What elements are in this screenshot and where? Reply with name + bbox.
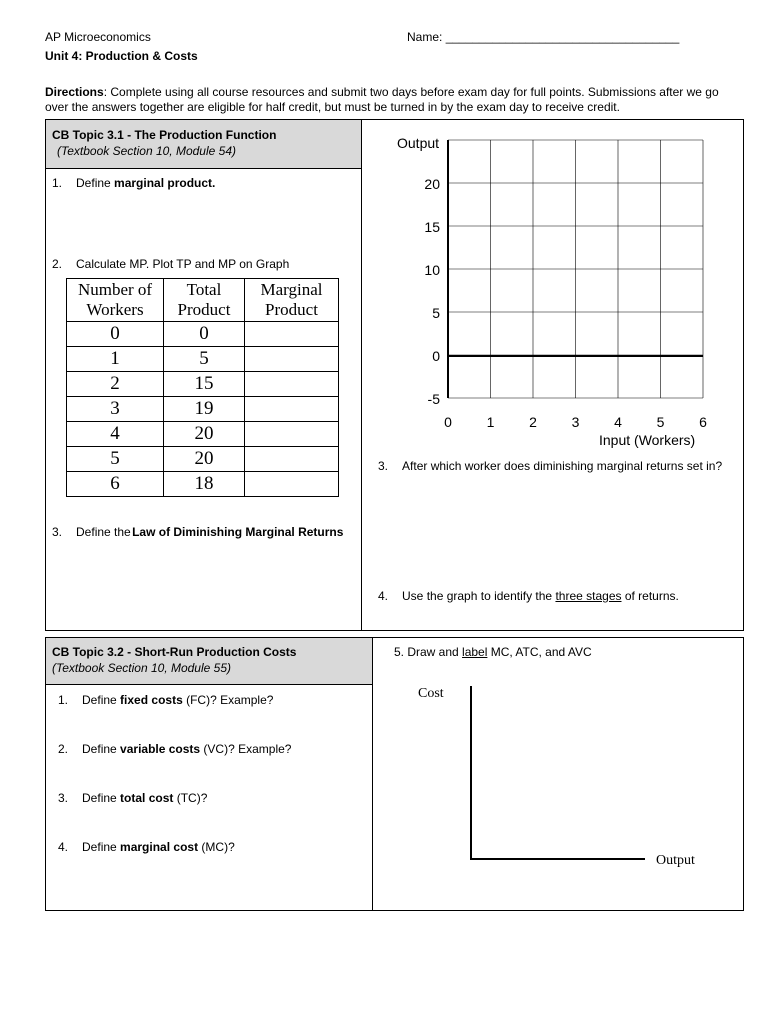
name-line: ___________________________________ bbox=[445, 30, 680, 44]
x-tick-label: 4 bbox=[614, 414, 622, 430]
x-tick-label: 3 bbox=[571, 414, 580, 430]
x-tick-label: 6 bbox=[699, 414, 707, 430]
cell-workers: 1 bbox=[67, 347, 164, 372]
s1-question-2: 2. Calculate MP. Plot TP and MP on Graph bbox=[52, 257, 290, 271]
cell-workers: 6 bbox=[67, 472, 164, 497]
s2-question-1: 1. Define fixed costs (FC)? Example? bbox=[58, 693, 274, 707]
graph-y-label: Output bbox=[397, 135, 440, 151]
table-row bbox=[67, 397, 339, 422]
cell-workers: 0 bbox=[67, 322, 164, 347]
cell-total-product: 0 bbox=[164, 322, 245, 347]
cost-graph-y-label: Cost bbox=[418, 686, 444, 701]
cell-marginal-product[interactable] bbox=[245, 322, 339, 347]
x-tick-label: 2 bbox=[529, 414, 537, 430]
cell-marginal-product[interactable] bbox=[245, 422, 339, 447]
cell-marginal-product[interactable] bbox=[245, 372, 339, 397]
directions-label: Directions bbox=[45, 85, 104, 99]
name-field[interactable] bbox=[407, 30, 679, 44]
cell-marginal-product[interactable] bbox=[245, 472, 339, 497]
section1-subtitle: (Textbook Section 10, Module 54) bbox=[57, 144, 236, 158]
section2-divider bbox=[372, 637, 373, 911]
cell-total-product: 5 bbox=[164, 347, 245, 372]
s1-question-3: 3. Define the Law of Diminishing Marginal Returns bbox=[52, 525, 344, 539]
s2-question-2: 2. Define variable costs (VC)? Example? bbox=[58, 742, 292, 756]
cell-marginal-product[interactable] bbox=[245, 397, 339, 422]
cell-workers: 4 bbox=[67, 422, 164, 447]
cell-total-product: 20 bbox=[164, 422, 245, 447]
cell-total-product: 18 bbox=[164, 472, 245, 497]
y-tick-label: -5 bbox=[427, 391, 440, 407]
s2-question-5: 5. Draw and label MC, ATC, and AVC bbox=[394, 645, 592, 659]
course-title: AP Microeconomics bbox=[45, 30, 151, 44]
table-row bbox=[67, 322, 339, 347]
production-table bbox=[66, 278, 339, 497]
cell-total-product: 15 bbox=[164, 372, 245, 397]
graph-x-label: Input (Workers) bbox=[599, 432, 696, 448]
section1-title: CB Topic 3.1 - The Production Function bbox=[52, 128, 277, 142]
s2-question-3: 3. Define total cost (TC)? bbox=[58, 791, 208, 805]
directions-text: : Complete using all course resources and submit two days before exam day for full points. Submissions after we go over the answers together are eligible for half credit, but must be turned in by the exam day to receive credit. bbox=[45, 85, 719, 114]
cell-marginal-product[interactable] bbox=[245, 447, 339, 472]
header-total-product: Total Product bbox=[164, 279, 245, 322]
graph-grid bbox=[448, 140, 703, 398]
table-row bbox=[67, 447, 339, 472]
section2-title: CB Topic 3.2 - Short-Run Production Costs bbox=[52, 645, 297, 659]
cell-workers: 5 bbox=[67, 447, 164, 472]
x-tick-label: 0 bbox=[444, 414, 452, 430]
y-tick-label: 20 bbox=[424, 176, 440, 192]
cell-total-product: 20 bbox=[164, 447, 245, 472]
name-label: Name: bbox=[407, 30, 446, 44]
table-row bbox=[67, 372, 339, 397]
section1-divider bbox=[361, 119, 362, 631]
y-tick-label: 0 bbox=[432, 348, 440, 364]
cell-workers: 3 bbox=[67, 397, 164, 422]
x-tick-label: 5 bbox=[656, 414, 665, 430]
x-tick-label: 1 bbox=[486, 414, 495, 430]
cost-graph-x-label: Output bbox=[656, 853, 695, 868]
table-row bbox=[67, 472, 339, 497]
cell-total-product: 19 bbox=[164, 397, 245, 422]
y-tick-label: 15 bbox=[424, 219, 440, 235]
s2-question-4: 4. Define marginal cost (MC)? bbox=[58, 840, 235, 854]
y-tick-label: 5 bbox=[432, 305, 440, 321]
header-workers: Number of Workers bbox=[67, 279, 164, 322]
cost-graph-x-axis bbox=[470, 858, 645, 860]
table-row bbox=[67, 347, 339, 372]
s1-question-3b: 3. After which worker does diminishing marginal returns set in? bbox=[378, 459, 723, 473]
production-graph bbox=[385, 130, 725, 450]
s1-question-1: 1. Define marginal product. bbox=[52, 176, 216, 190]
table-row bbox=[67, 422, 339, 447]
section2-subtitle: (Textbook Section 10, Module 55) bbox=[52, 661, 231, 675]
header-marginal-product: Marginal Product bbox=[245, 279, 339, 322]
cost-graph-y-axis bbox=[470, 686, 472, 860]
s1-question-4: 4. Use the graph to identify the three stages of returns. bbox=[378, 589, 679, 603]
cell-workers: 2 bbox=[67, 372, 164, 397]
unit-title: Unit 4: Production & Costs bbox=[45, 49, 198, 63]
y-tick-label: 10 bbox=[424, 262, 440, 278]
directions bbox=[45, 85, 725, 115]
cell-marginal-product[interactable] bbox=[245, 347, 339, 372]
